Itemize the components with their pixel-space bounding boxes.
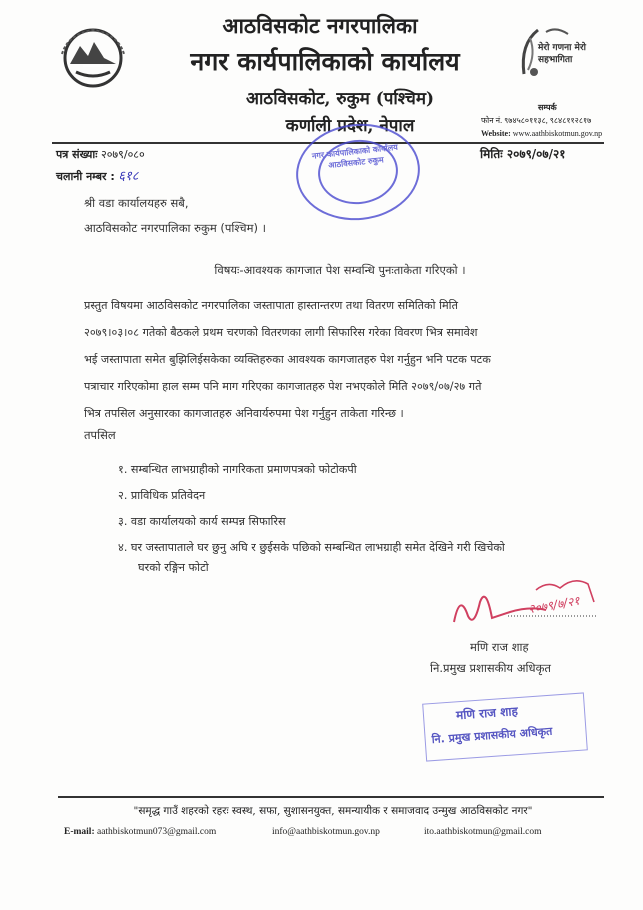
signature-mark <box>450 572 600 632</box>
annex-item: ३. वडा कार्यालयको कार्य सम्पन्न सिफारिस <box>118 515 286 528</box>
letter-date-value: २०७९/०७/२१ <box>506 147 566 161</box>
website-label: Website: <box>481 129 511 138</box>
footer-email-3[interactable]: ito.aathbiskotmun@gmail.com <box>424 827 542 837</box>
municipality-name: आठविसकोट नगरपालिका <box>222 13 418 38</box>
annex-heading: तपसिल <box>84 428 116 442</box>
dispatch-number-label: चलानी नम्बर : <box>56 170 115 183</box>
dispatch-number-line <box>56 166 139 184</box>
addressee-line-1: श्री वडा कार्यालयहरु सबै, <box>84 196 189 210</box>
office-location: आठविसकोट, रुकुम (पश्चिम) <box>245 89 435 109</box>
nepal-emblem <box>58 24 128 90</box>
name-stamp <box>422 692 588 761</box>
phone-number: ९७४५८०११३८, ९८४८११२८१७ <box>504 116 592 125</box>
annex-item: १. सम्बन्धित लाभग्राहीको नागरिकता प्रमाणपत्रको फोटोकपी <box>118 463 357 476</box>
annex-item: २. प्राविधिक प्रतिवेदन <box>118 489 206 502</box>
body-paragraph <box>84 292 594 427</box>
annex-item-continued: घरको रङ्गिन फोटो <box>138 561 209 574</box>
body-line: २०७९।०३।०८ गतेको बैठकले प्रथम चरणको वितरणका लागी सिफारिस गरेका विवरण भित्र समावेश <box>84 326 478 339</box>
handwritten-date: २०७९/७/२१ <box>527 593 581 617</box>
body-line: प्रस्तुत विषयमा आठविसकोट नगरपालिका जस्तापाता हास्तान्तरण तथा वितरण समितिको मिति <box>84 299 458 312</box>
ref-number-label: पत्र संख्याः <box>56 148 98 161</box>
body-line: भित्र तपसिल अनुसारका कागजातहरु अनिवार्यरुपमा पेश गर्नुहुन ताकेता गरिन्छ । <box>84 407 404 420</box>
body-line: पत्राचार गरिएकोमा हाल सम्म पनि माग गरिएका कागजातहरु पेश नभएकोले मिति २०७९/०७/२७ गते <box>84 380 482 393</box>
website-line <box>481 128 602 140</box>
signatory-title: नि.प्रमुख प्रशासकीय अधिकृत <box>430 661 551 675</box>
office-name: नगर कार्यपालिकाको कार्यालय <box>190 47 460 76</box>
census-logo-text: मेरो गणना मेरो सहभागिता <box>538 43 586 65</box>
footer-email-2[interactable]: info@aathbiskotmun.gov.np <box>272 827 380 837</box>
contact-heading: सम्पर्क <box>538 103 557 112</box>
annex-item: ४. घर जस्तापाताले घर छुनु अघि र छुईसके पछिको सम्बन्धित लाभग्राही समेत देखिने गरी खिचेको <box>118 541 505 554</box>
name-stamp-line-2: नि. प्रमुख प्रशासकीय अधिकृत <box>431 724 553 747</box>
ref-number-value: २०७९/०८० <box>100 148 145 161</box>
office-province: कर्णाली प्रदेश, नेपाल <box>285 116 415 136</box>
phone-label: फोन नं. <box>481 116 503 125</box>
footer-divider-top <box>58 796 604 798</box>
census-logo <box>518 24 596 92</box>
office-stamp-text: नगर कार्यपालिकाको कार्यालय आठविसकोट रुकुम <box>311 142 399 171</box>
name-stamp-line-1: मणि राज शाह <box>455 704 519 723</box>
footer-email-1[interactable]: aathbiskotmun073@gmail.com <box>96 827 217 837</box>
footer-slogan: "समृद्ध गाउँ शहरको रहरः स्वस्थ, सफा, सुशासनयुक्त, समन्यायीक र समाजवाद उन्मुख आठविसकोट नगर" <box>133 805 533 817</box>
website-url[interactable]: www.aathbiskotmun.gov.np <box>512 129 603 138</box>
body-line: भई जस्तापाता समेत बुझिलिईसकेका व्यक्तिहरुका आवश्यक कागजातहरु पेश गर्नुहुन भनि पटक पटक <box>84 353 491 366</box>
footer-email-label: E-mail: <box>64 827 95 837</box>
ref-number-line <box>56 147 145 162</box>
letter-date-line <box>480 145 566 162</box>
addressee-line-2: आठविसकोट नगरपालिका रुकुम (पश्चिम) । <box>84 221 266 235</box>
letter-date-label: मितिः <box>480 147 503 161</box>
dispatch-number-value: ६१८ <box>118 169 139 184</box>
signatory-name: मणि राज शाह <box>470 640 529 654</box>
subject-line: विषयः-आवश्यक कागजात पेश सम्वन्धि पुनःताकेता गरिएको । <box>214 263 466 277</box>
phone-line <box>481 115 591 127</box>
